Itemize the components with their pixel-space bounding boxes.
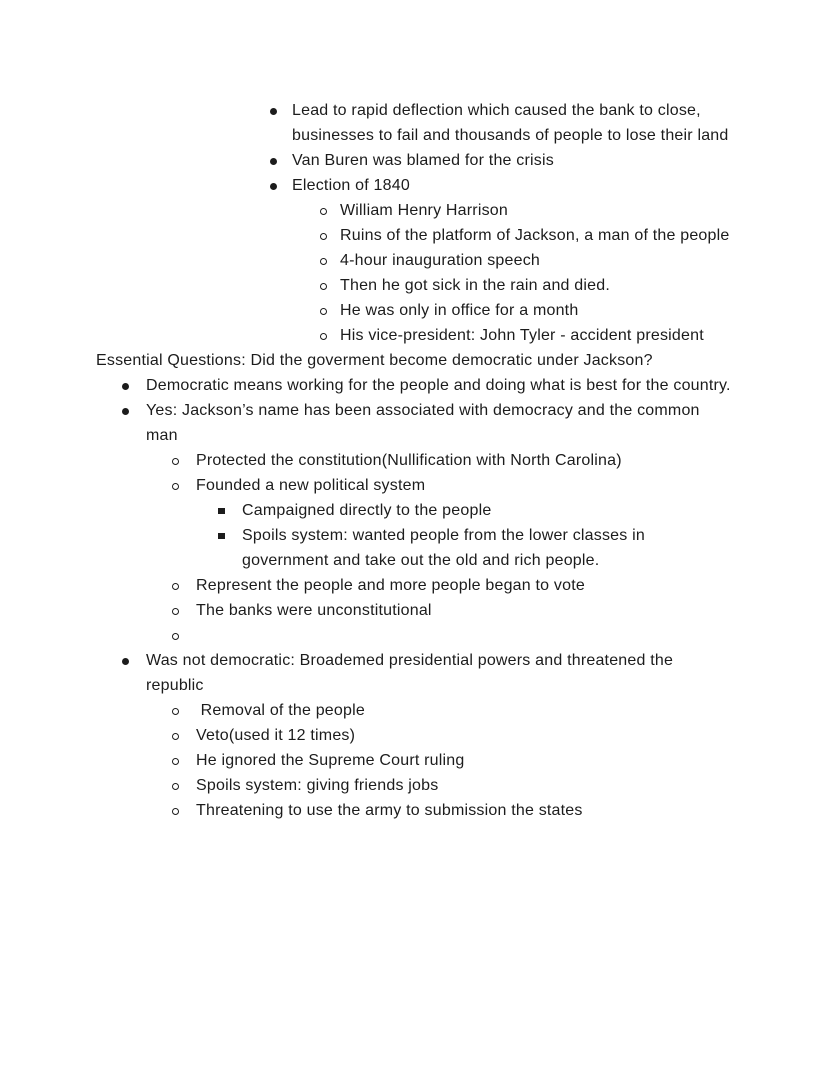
item-text: Spoils system: giving friends jobs <box>196 777 439 794</box>
list-item <box>96 173 732 198</box>
list-item <box>96 798 732 823</box>
item-text: Veto(used it 12 times) <box>196 727 356 744</box>
list-item <box>96 773 732 798</box>
list-item <box>96 373 732 398</box>
list-item <box>96 573 732 598</box>
circle-bullet-icon <box>172 458 179 465</box>
item-text: Yes: Jackson’s name has been associated with democracy and the common man <box>146 402 705 444</box>
disc-bullet-icon <box>122 658 129 665</box>
item-text: Lead to rapid deflection which caused the bank to close, businesses to fail and thousands of people to lose their land <box>292 102 729 144</box>
list-item <box>96 448 732 473</box>
disc-bullet-icon <box>270 158 277 165</box>
list-item <box>96 323 732 348</box>
item-text: 4-hour inauguration speech <box>340 252 541 269</box>
disc-bullet-icon <box>122 383 129 390</box>
square-bullet-icon <box>218 533 225 540</box>
item-text: Threatening to use the army to submission the states <box>196 802 583 819</box>
list-item <box>96 523 732 573</box>
list-item <box>96 623 732 648</box>
circle-bullet-icon <box>172 483 179 490</box>
list-item <box>96 223 732 248</box>
item-text: Spoils system: wanted people from the lower classes in government and take out the old and rich people. <box>242 527 650 569</box>
circle-bullet-icon <box>320 208 327 215</box>
item-text: He was only in office for a month <box>340 302 579 319</box>
item-text: Democratic means working for the people and doing what is best for the country. <box>146 377 731 394</box>
list-item <box>96 98 732 148</box>
document-body <box>96 98 732 823</box>
item-text: His vice-president: John Tyler - accident president <box>340 327 704 344</box>
item-text: Essential Questions: Did the goverment become democratic under Jackson? <box>96 352 653 369</box>
item-text: He ignored the Supreme Court ruling <box>196 752 465 769</box>
disc-bullet-icon <box>270 183 277 190</box>
circle-bullet-icon <box>172 733 179 740</box>
circle-bullet-icon <box>172 808 179 815</box>
item-text: Van Buren was blamed for the crisis <box>292 152 554 169</box>
list-item <box>96 198 732 223</box>
circle-bullet-icon <box>320 258 327 265</box>
item-text: Founded a new political system <box>196 477 426 494</box>
list-item <box>96 273 732 298</box>
item-text: Ruins of the platform of Jackson, a man of the people <box>340 227 730 244</box>
circle-bullet-icon <box>172 708 179 715</box>
circle-bullet-icon <box>320 308 327 315</box>
circle-bullet-icon <box>172 583 179 590</box>
square-bullet-icon <box>218 508 225 515</box>
item-text: The banks were unconstitutional <box>196 602 432 619</box>
disc-bullet-icon <box>270 108 277 115</box>
circle-bullet-icon <box>320 333 327 340</box>
circle-bullet-icon <box>172 783 179 790</box>
item-text: Was not democratic: Broademed presidential powers and threatened the republic <box>146 652 678 694</box>
list-item <box>96 398 732 448</box>
circle-bullet-icon <box>320 233 327 240</box>
item-text: Election of 1840 <box>292 177 410 194</box>
circle-bullet-icon <box>320 283 327 290</box>
item-text: William Henry Harrison <box>340 202 508 219</box>
list-item <box>96 648 732 698</box>
list-item <box>96 148 732 173</box>
item-text: Campaigned directly to the people <box>242 502 492 519</box>
list-item <box>96 298 732 323</box>
disc-bullet-icon <box>122 408 129 415</box>
list-item <box>96 698 732 723</box>
item-text: Then he got sick in the rain and died. <box>340 277 610 294</box>
list-item <box>96 498 732 523</box>
circle-bullet-icon <box>172 633 179 640</box>
item-text: Represent the people and more people began to vote <box>196 577 585 594</box>
list-item <box>96 473 732 498</box>
list-item <box>96 248 732 273</box>
list-item <box>96 723 732 748</box>
circle-bullet-icon <box>172 608 179 615</box>
paragraph <box>96 348 732 373</box>
item-text: Protected the constitution(Nullification with North Carolina) <box>196 452 622 469</box>
circle-bullet-icon <box>172 758 179 765</box>
list-item <box>96 748 732 773</box>
list-item <box>96 598 732 623</box>
item-text: Removal of the people <box>196 702 365 719</box>
